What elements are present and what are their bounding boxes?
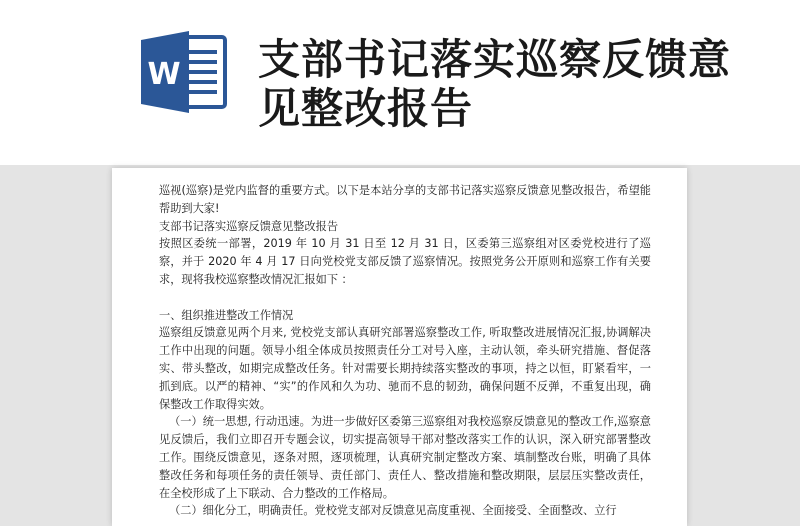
- header: [0, 0, 800, 165]
- page-title: 支部书记落实巡察反馈意见整改报告: [258, 35, 732, 133]
- blank-line: [159, 289, 651, 307]
- background-paragraph: 按照区委统一部署，2019 年 10 月 31 日至 12 月 31 日，区委第三巡察组对区委党校进行了巡察，并于 2020 年 4 月 17 日向党校党支部反馈了巡察情况。按照党务公开原则和巡察工作有关要求，现将我校巡察整改情况汇报如下 ：: [159, 237, 651, 286]
- word-logo-letter: W: [147, 57, 181, 92]
- subsection-paragraph-1: （一）统一思想, 行动迅速。为进一步做好区委第三巡察组对我校巡察反馈意见的整改工作,巡察意见反馈后，我们立即召开专题会议，切实提高领导干部对整改落实工作的认识，深入研究部署整改工作。围绕反馈意见，逐条对照，逐项梳理，认真研究制定整改方案、填制整改台账，明确了具体整改任务和每项任务的责任领导、责任部门、责任人、整改措施和整改期限，层层压实整改责任，在全校形成了上下联动、合力整改的工作格局。: [159, 415, 651, 500]
- section-paragraph: 巡察组反馈意见两个月来, 党校党支部认真研究部署巡察整改工作, 听取整改进展情况汇报,协调解决工作中出现的问题。领导小组全体成员按照责任分工对号入座，主动认领，牵头研究措施、督促落实、带头整改，如期完成整改任务。针对需要长期持续落实整改的事项，持之以恒，盯紧看牢，一抓到底。以严的精神、“实”的作风和久为功、驰而不息的韧劲，确保问题不反弹，不重复出现，确保整改工作取得实效。: [159, 326, 651, 411]
- report-subtitle: 支部书记落实巡察反馈意见整改报告: [159, 219, 339, 233]
- document-page: [112, 168, 687, 526]
- intro-paragraph: 巡视(巡察)是党内监督的重要方式。以下是本站分享的支部书记落实巡察反馈意见整改报告，希望能帮助到大家!: [159, 184, 651, 215]
- subsection-paragraph-2: （二）细化分工，明确责任。党校党支部对反馈意见高度重视、全面接受、全面整改、立行: [169, 504, 617, 518]
- section-heading: 一、组织推进整改工作情况: [159, 308, 294, 322]
- document-body: [159, 182, 651, 520]
- microsoft-word-icon: [141, 30, 229, 114]
